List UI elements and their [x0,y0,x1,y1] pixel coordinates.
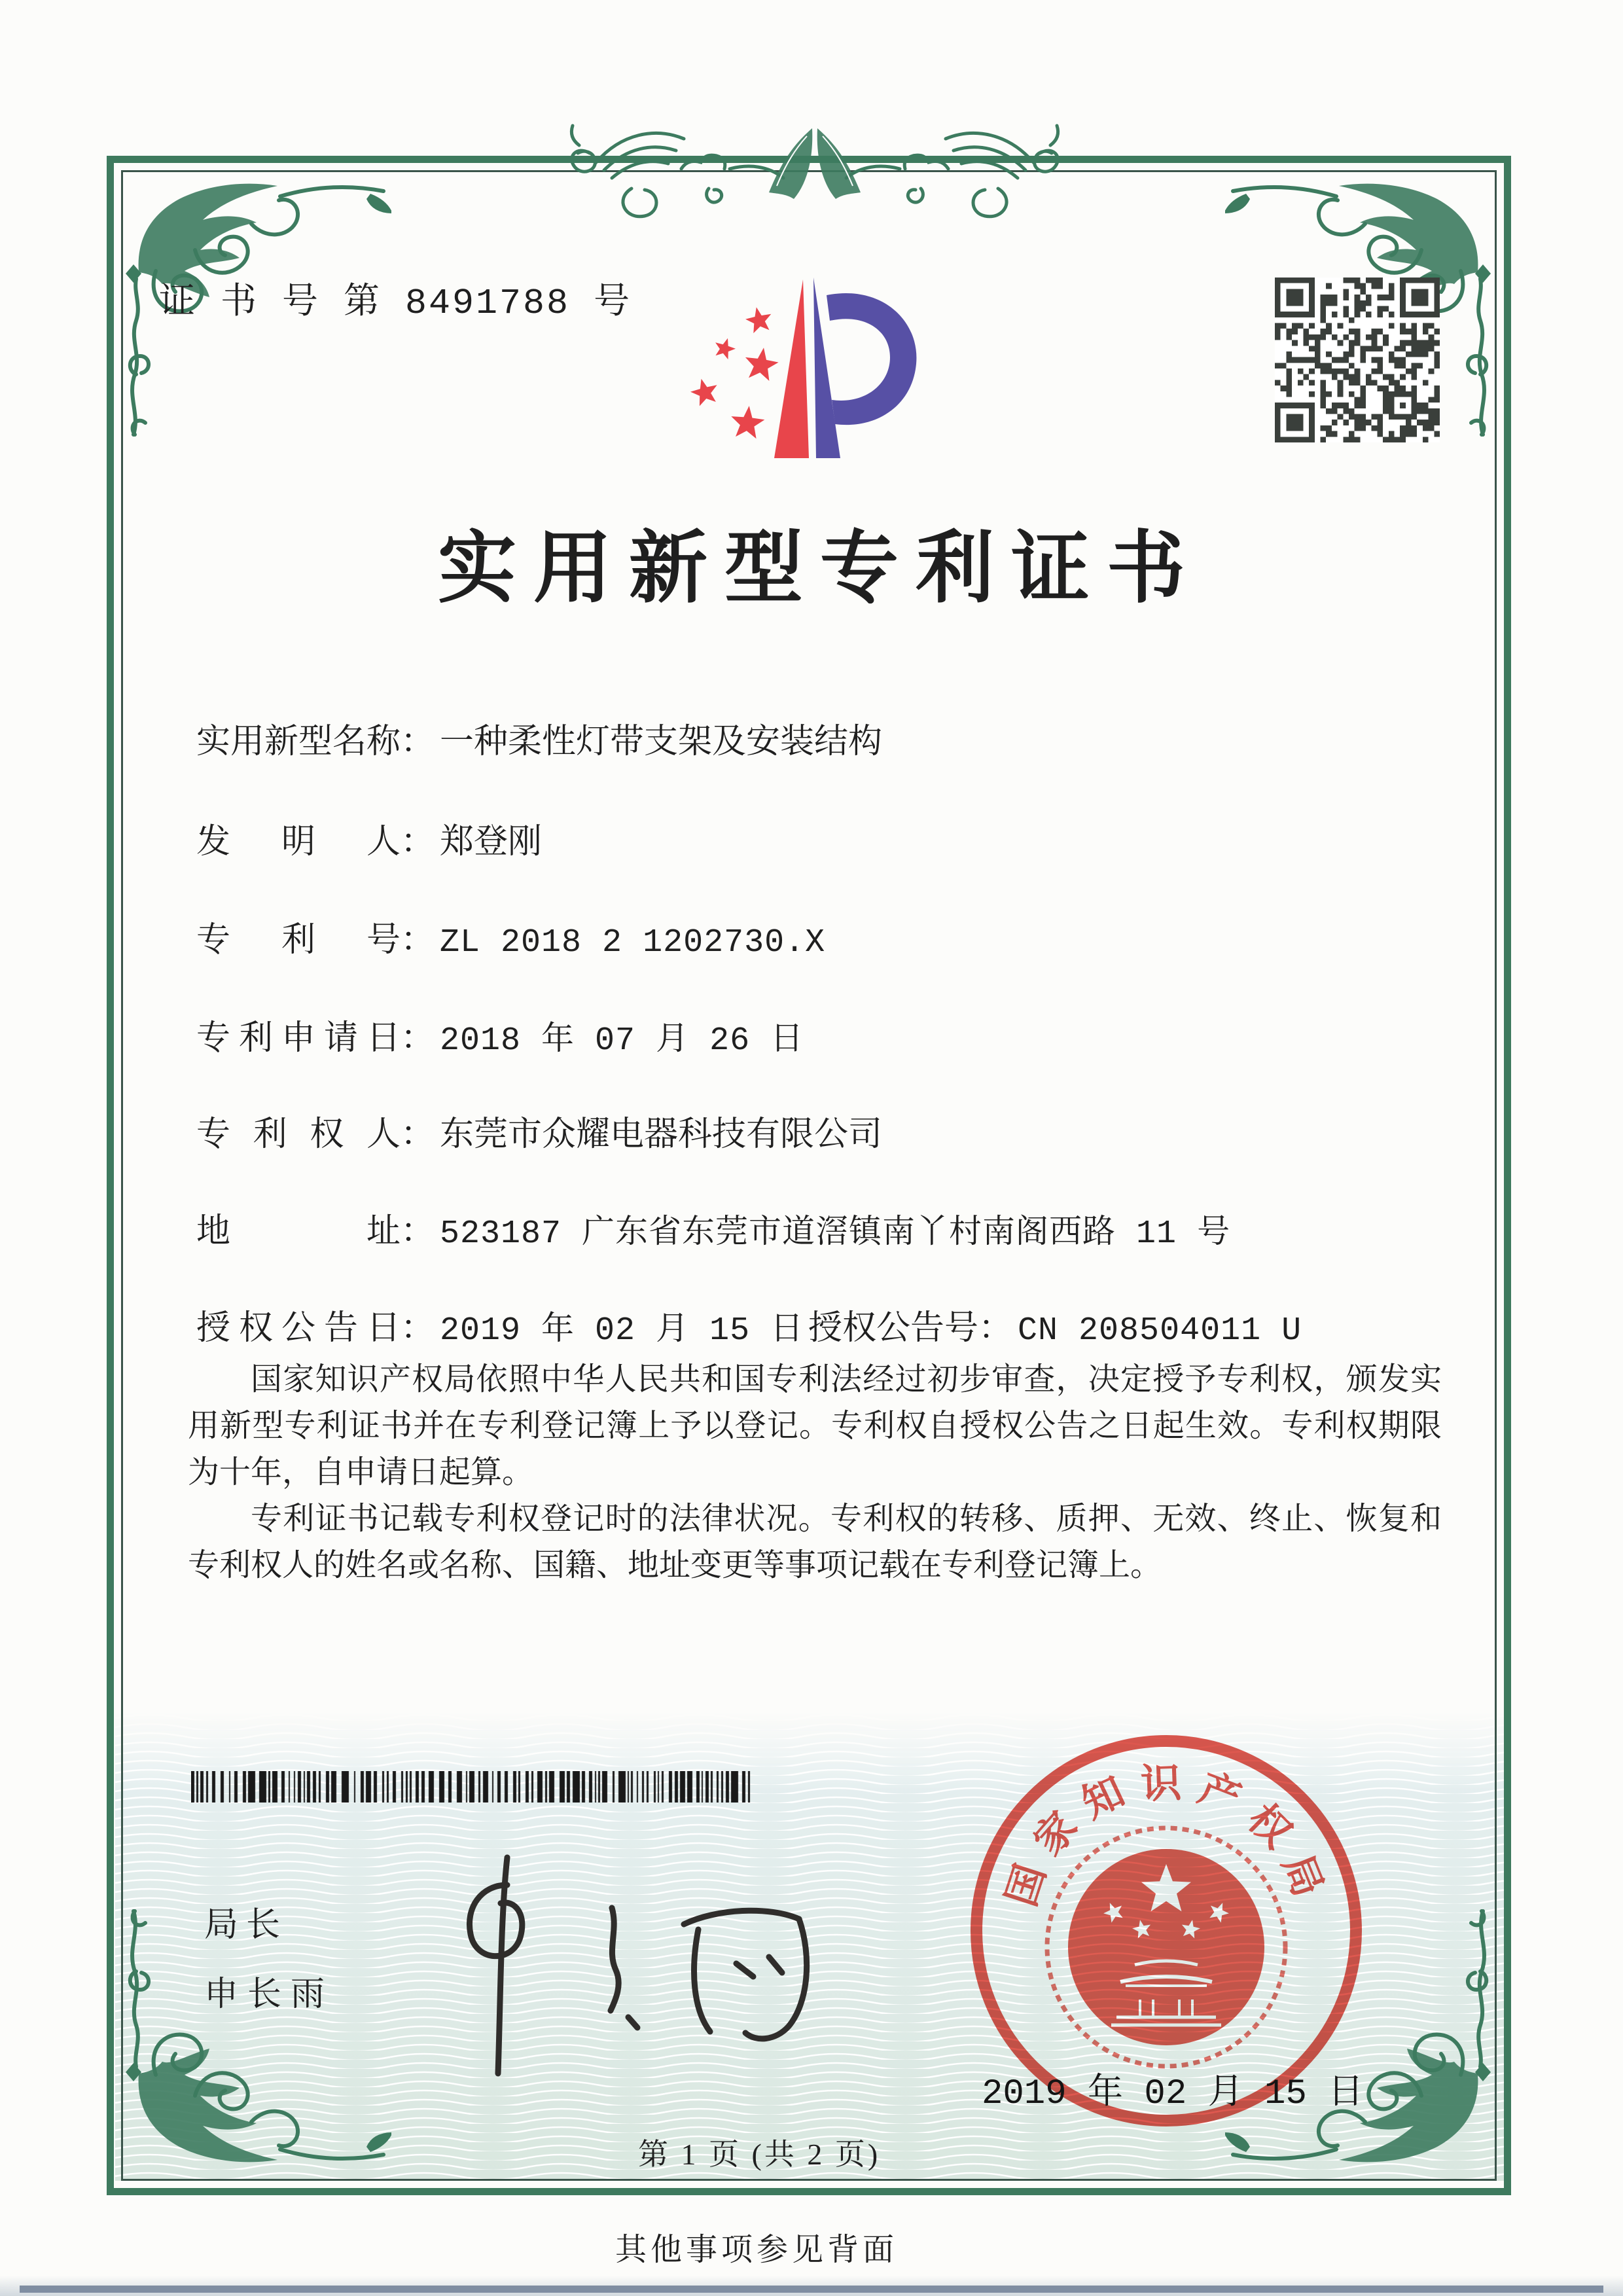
director-title: 局长 [204,1907,289,1944]
field-colon: ： [401,922,435,959]
field-row-filing-date [196,1010,804,1060]
logo-red-wedge [774,279,809,458]
field-label: 专利申请日 [196,1020,401,1057]
field-grant-number [808,1300,1302,1350]
field-row-patent-no [196,912,825,961]
scan-bottom-strip [20,2286,1603,2293]
qr-code-canvas [1275,278,1440,442]
page-footer: 第 1 页 (共 2 页) [638,2138,881,2171]
barcode [191,1771,754,1806]
corner-ornament-bottom-left [116,1906,391,2181]
field-row-grant-date [196,1300,1302,1350]
back-note: 其他事项参见背面 [615,2233,899,2267]
field-value: 一种柔性灯带支架及安装结构 [440,723,883,761]
svg-text:局: 局 [1274,1848,1330,1903]
field-value: ZL 2018 2 1202730.X [440,924,826,961]
field-colon: ： [401,1213,435,1250]
certificate-title: 实用新型专利证书 [438,525,1202,612]
logo-stars [690,307,779,439]
field-label: 实用新型名称 [196,723,401,761]
field-label: 专利权人 [196,1116,401,1153]
svg-text:识: 识 [1140,1761,1183,1808]
field-label: 授权公告日 [196,1310,401,1347]
legal-body-text [188,1356,1442,1588]
field-label: 专利号 [196,922,401,959]
field-value: 523187 广东省东莞市道滘镇南丫村南阁西路 11 号 [440,1215,1231,1253]
top-dragon-ornament [553,90,1077,224]
field-colon: ： [978,1310,1013,1347]
logo-p-bowl [827,293,916,425]
body-paragraph-1: 国家知识产权局依照中华人民共和国专利法经过初步审查，决定授予专利权，颁发实用新型专利证书并在专利登记簿上予以登记。专利权自授权公告之日起生效。专利权期限为十年，自申请日起算。 [188,1362,1442,1490]
field-row-patentee [196,1106,882,1155]
field-colon: ： [401,723,435,761]
field-row-inventor [196,814,542,863]
field-row-name [196,713,882,762]
field-value: 2019 年 02 月 15 日 [440,1312,804,1350]
field-row-address [196,1203,1230,1253]
svg-text:知: 知 [1075,1769,1132,1827]
body-paragraph-2: 专利证书记载专利权登记时的法律状况。专利权的转移、质押、无效、终止、恢复和专利权人的姓名或名称、国籍、地址变更等事项记载在专利登记簿上。 [188,1501,1442,1583]
field-label: 地址 [196,1213,401,1250]
qr-code [1275,278,1440,446]
barcode-canvas [191,1771,754,1803]
field-label: 发明人 [196,823,401,861]
svg-text:国: 国 [999,1859,1054,1912]
field-value: 郑登刚 [440,823,543,861]
field-colon: ： [401,823,435,861]
svg-text:权: 权 [1239,1796,1300,1857]
field-colon: ： [401,1020,435,1057]
director-name: 申长雨 [204,1976,334,2013]
field-value: 东莞市众耀电器科技有限公司 [440,1116,883,1153]
field-value: 2018 年 07 月 26 日 [440,1022,804,1060]
svg-text:家: 家 [1026,1804,1086,1864]
certificate-number: 证 书 号 第 8491788 号 [159,283,632,324]
seal-date: 2019 年 02 月 15 日 [982,2074,1364,2114]
cnipa-logo [686,266,928,465]
national-emblem [1047,1828,1285,2066]
field-value: CN 208504011 U [1018,1312,1302,1350]
field-colon: ： [401,1310,435,1347]
field-label: 授权公告号 [808,1310,979,1347]
field-colon: ： [401,1116,435,1153]
svg-text:产: 产 [1192,1766,1247,1823]
director-signature [402,1846,834,2088]
